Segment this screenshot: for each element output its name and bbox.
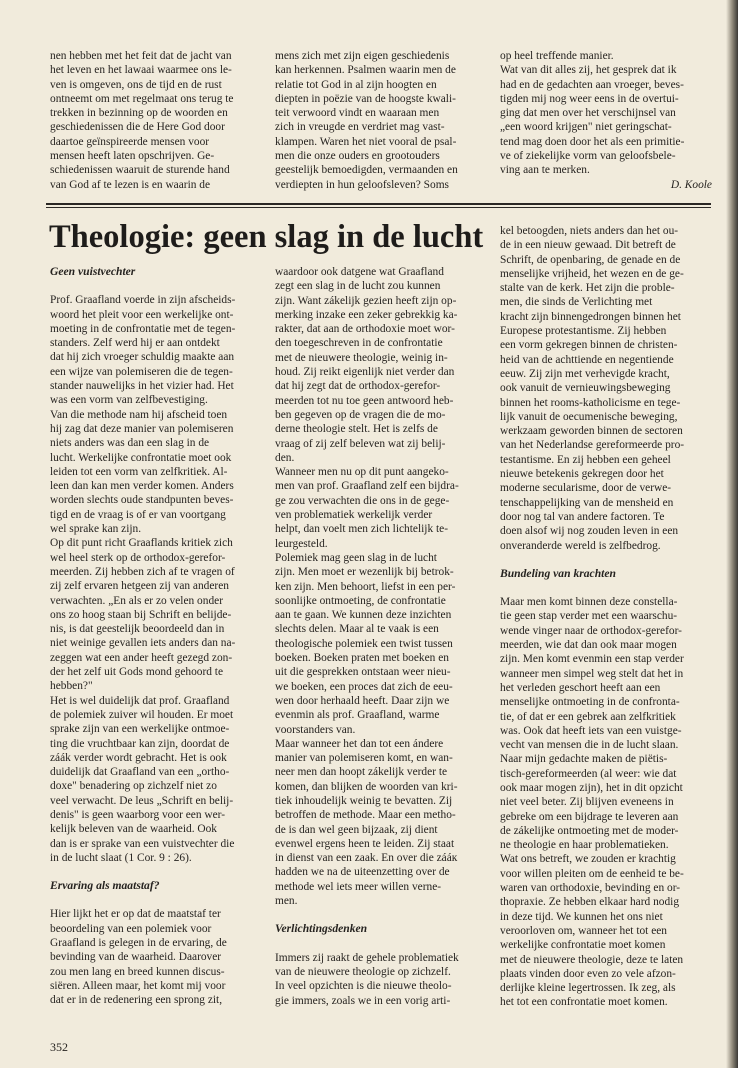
- text-line: ve of ziekelijke vorm van geloofsbele-: [500, 150, 676, 163]
- text-line: tenschappelijking van de mensheid en: [500, 496, 674, 509]
- section-divider-thick: [46, 203, 711, 205]
- text-line: leen dan kan men verder komen. Anders: [50, 480, 234, 493]
- text-line: duidelijk dat Graafland van een „ortho-: [50, 766, 230, 779]
- text-line: we boeken, een proces dat zich de eeu-: [275, 680, 453, 693]
- text-line: Hier lijkt het er op dat de maatstaf ter: [50, 908, 221, 921]
- text-line: leurgesteld.: [275, 537, 328, 550]
- text-line: menselijke vrijheid, het wezen en de ge-: [500, 267, 684, 280]
- text-line: moeting in de confrontatie met de tegen-: [50, 322, 236, 335]
- text-line: den toegeschreven in de confrontatie: [275, 337, 443, 350]
- text-line: Wanneer men nu op dit punt aangeko-: [275, 466, 449, 479]
- text-line: kan herkennen. Psalmen waarin men de: [275, 64, 456, 77]
- text-line: menselijke ontmoeting in de confronta-: [500, 696, 680, 709]
- text-line: tigd en de vraag is of er van voortgang: [50, 508, 226, 521]
- page-number: 352: [50, 1040, 68, 1054]
- text-line: werkzaam geworden binnen de sectoren: [500, 425, 683, 438]
- text-line: stander nauwelijks in het vizier had. Het: [50, 380, 234, 393]
- text-line: verdiepten in hun geloofsleven? Soms: [275, 178, 449, 191]
- text-line: ging dat men over het verschijnsel van: [500, 107, 676, 120]
- text-line: Maar men komt binnen deze constella-: [500, 596, 678, 609]
- text-line: derne theologie stelt. Het is zelfs de: [275, 423, 438, 436]
- text-line: lucht. Werkelijke confrontatie moet ook: [50, 451, 232, 464]
- text-line: vraag of zij zelf beleven wat zij belij-: [275, 437, 446, 450]
- text-line: Naar mijn gedachte maken de piëtis-: [500, 753, 668, 766]
- text-line: niet veel beter. Zij blijven eveneens in: [500, 796, 674, 809]
- text-line: in dienst van een zaak. En over die zááк: [275, 852, 458, 865]
- text-line: wende vinger naar de orthodox-gerefor-: [500, 624, 682, 637]
- text-line: van het Nederlandse gereformeerde pro-: [500, 439, 685, 452]
- section-heading: Geen vuistvechter: [50, 265, 136, 278]
- text-line: gie immers, zoals we in een vorig arti-: [275, 994, 451, 1007]
- text-line: met de nieuwere theologie, weinig in-: [275, 351, 448, 364]
- text-line: van de nieuwere theologie op zichzelf.: [275, 965, 451, 978]
- text-line: houd. Zij reikt eigenlijk niet verder dan: [275, 366, 455, 379]
- paragraph-gap: [500, 553, 712, 567]
- text-line: ons zo hoog staan bij Schrift en belijde-: [50, 608, 232, 621]
- text-line: ook maar mogen zijn), het in dit opzicht: [500, 781, 683, 794]
- text-line: dat hij zich vroeger schuldig maakte aan: [50, 351, 235, 364]
- text-line: veel verwacht. De leus „Schrift en belij-: [50, 794, 234, 807]
- text-line: door nog tal van andere factoren. Te: [500, 510, 665, 523]
- text-line: betroffen de methode. Maar een metho-: [275, 809, 456, 822]
- paragraph-gap: [275, 937, 497, 951]
- text-line: voorstanders van.: [275, 723, 356, 736]
- top-column-1: [50, 49, 272, 192]
- text-line: kel betoogden, niets anders dan het ou-: [500, 225, 679, 237]
- text-line: aan te gaan. We kunnen deze inzichten: [275, 609, 452, 622]
- text-line: eeuw. Zij zijn met verhevigde kracht,: [500, 367, 670, 380]
- text-line: ven problematiek werkelijk verder: [275, 509, 433, 522]
- text-line: meerden, wie dat dan ook maar mogen: [500, 639, 677, 652]
- text-line: men van prof. Graafland zelf een bijdra-: [275, 480, 459, 493]
- text-line: op heel treffende manier.: [500, 50, 614, 62]
- text-line: kracht zijn binnengedrongen binnen het: [500, 310, 681, 323]
- text-line: geestelijk bemoedigden, vermaanden en: [275, 164, 458, 177]
- top-column-3: [500, 49, 712, 192]
- text-line: vecht van mensen die in de lucht slaan.: [500, 739, 679, 752]
- text-line: tigden mij nog weer eens in de overtui-: [500, 92, 679, 105]
- text-line: het verleden geschort heeft aan een: [500, 681, 661, 694]
- text-line: ven is omgeven, ons de tijd en de rust: [50, 78, 222, 91]
- text-line: men die onze ouders en grootouders: [275, 150, 440, 163]
- text-line: in de lucht slaat (1 Cor. 9 : 26).: [50, 851, 192, 864]
- text-line: meerden. Zij hebben zich af te vragen of: [50, 565, 235, 578]
- text-line: manier van polemiseren komt, en wan-: [275, 752, 453, 765]
- text-line: nis, is dat geestelijk beoordeeld dan in: [50, 623, 225, 636]
- text-line: zou men lang en breed kunnen discus-: [50, 965, 225, 978]
- article-column-1: [50, 265, 272, 1008]
- text-line: lijk vanuit de oecumenische beweging,: [500, 410, 678, 423]
- text-line: van God af te lezen is en waarin de: [50, 178, 211, 191]
- text-line: testantisme. En zij hebben een geheel: [500, 453, 671, 466]
- text-line: dan is er sprake van een vuistvechter die: [50, 837, 235, 850]
- text-line: mens zich met zijn eigen geschiedenis: [275, 50, 450, 62]
- text-line: den.: [275, 451, 295, 464]
- section-heading: Ervaring als maatstaf?: [50, 879, 160, 893]
- text-line: Schrift, de openbaring, de genade en de: [500, 253, 681, 266]
- text-line: záák verder wordt gebracht. Het is ook: [50, 751, 227, 764]
- text-line: ontneemt om met regelmaat ons terug te: [50, 92, 234, 105]
- text-line: „een woord krijgen" niet geringschat-: [500, 121, 672, 134]
- text-line: veroorloven om, wanneer het tot een: [500, 924, 667, 937]
- text-line: de in een nieuw gewaad. Dit betreft de: [500, 239, 676, 252]
- text-line: de is dan wel geen bijzaak, zij dient: [275, 823, 438, 836]
- text-line: Polemiek mag geen slag in de lucht: [275, 551, 437, 564]
- text-line: niet weinige gevallen iets anders dan na-: [50, 637, 236, 650]
- article-title: Theologie: geen slag in de lucht: [49, 219, 484, 255]
- text-line: uit die gesprekken ontstaan weer nieu-: [275, 666, 451, 679]
- text-line: doxe" benadering op zichzelf niet zo: [50, 780, 217, 793]
- text-line: thopraxie. Ze hebben elkaar hard nodig: [500, 896, 680, 909]
- text-line: nen hebben met het feit dat de jacht van: [50, 50, 232, 62]
- text-line: doen alsof wij nog zouden leven in een: [500, 525, 679, 538]
- text-line: Graafland is gelegen in de ervaring, de: [50, 937, 227, 950]
- text-line: wanneer men simpel weg stelt dat het in: [500, 667, 684, 680]
- text-line: ving aan te merken.: [500, 164, 590, 177]
- text-line: trekken in bezinning op de woorden en: [50, 107, 228, 120]
- text-line: geschiedenissen die de Here God door: [50, 121, 225, 134]
- text-line: Maar wanneer het dan tot een ándere: [275, 737, 444, 750]
- text-line: gebreke om een bijdrage te leveren aan: [500, 810, 679, 823]
- text-line: de polemiek zuiver wil houden. Er moet: [50, 708, 234, 721]
- text-line: evenwel ergens heen te leiden. Zij staat: [275, 837, 455, 850]
- text-line: zijn. Want zákelijk gezien heeft zijn op-: [275, 294, 457, 307]
- text-line: ook vanuit de vernieuwingsbeweging: [500, 382, 671, 395]
- text-line: met de nieuwere theologie, deze te laten: [500, 953, 684, 966]
- text-line: dat hij zegt dat de orthodox-gerefor-: [275, 380, 441, 393]
- text-line: waren van orthodoxie, bevinding en or-: [500, 882, 681, 895]
- text-line: zeggen wat een ander heeft gezegd zon-: [50, 651, 233, 664]
- text-line: hadden we na de uiteenzetting over de: [275, 866, 450, 879]
- text-line: Op dit punt richt Graaflands kritiek zich: [50, 537, 233, 550]
- text-line: daartoe geïnspireerde mensen voor: [50, 135, 210, 148]
- text-line: teit verwoord vindt en waaraan men: [275, 107, 440, 120]
- text-line: tisch-gereformeerden (al weer: wie dat: [500, 767, 677, 780]
- text-line: woord het pleit voor een werkelijke ont-: [50, 308, 234, 321]
- text-line: zegt een slag in de lucht zou kunnen: [275, 280, 441, 293]
- text-line: waardoor ook datgene wat Graafland: [275, 266, 444, 278]
- text-line: onveranderde wereld is zelfbedrog.: [500, 539, 661, 552]
- text-line: nieuwe betekenis gekregen door het: [500, 468, 664, 481]
- text-line: Immers zij raakt de gehele problematiek: [275, 951, 459, 964]
- text-line: verwachten. „En als er zo velen onder: [50, 594, 223, 607]
- paragraph-gap: [275, 908, 497, 922]
- text-line: moderne secularisme, door de verwe-: [500, 482, 672, 495]
- text-line: helpt, dan voelt men zich lichtelijk te-: [275, 523, 449, 536]
- paragraph-gap: [500, 581, 712, 595]
- scan-edge-shadow: [726, 0, 738, 1068]
- text-line: hebben?": [50, 680, 93, 693]
- text-line: Van die methode nam hij afscheid toen: [50, 408, 228, 421]
- text-line: ben gegeven op de vragen die de mo-: [275, 408, 446, 421]
- text-line: binnen het rooms-katholicisme en tege-: [500, 396, 681, 409]
- text-line: was een vorm van zelfbevestiging.: [50, 394, 208, 407]
- text-line: klampen. Waren het niet vooral de psal-: [275, 135, 457, 148]
- author-signature: D. Koole: [670, 178, 712, 191]
- text-line: men, die sinds de Verlichting met: [500, 296, 653, 309]
- text-line: tend mag doen door het als een primitie-: [500, 135, 685, 148]
- text-line: neer men dan hoopt zákelijk verder te: [275, 766, 448, 779]
- text-line: een wijze van polemiseren die de tegen-: [50, 365, 233, 378]
- text-line: relatie tot God in al zijn hoogten en: [275, 78, 437, 91]
- article-column-2: [275, 265, 497, 1008]
- text-line: soonlijke ontmoeting, de confrontatie: [275, 594, 446, 607]
- text-line: dat er in de redenering een sprong zit,: [50, 994, 223, 1007]
- text-line: bevinding van de waarheid. Daarover: [50, 951, 222, 964]
- text-line: ne theologie en haar problematieken.: [500, 839, 669, 852]
- text-line: der het zelf uit Gods mond gehoord te: [50, 666, 224, 679]
- paragraph-gap: [50, 893, 272, 907]
- text-line: siëren. Alleen maar, het komt mij voor: [50, 979, 226, 992]
- text-line: meerden tot nu toe geen antwoord heb-: [275, 394, 454, 407]
- paragraph-gap: [50, 865, 272, 879]
- text-line: leiden tot een vorm van zelfkritiek. Al-: [50, 465, 228, 478]
- text-line: het leven en het lawaai waarmee ons le-: [50, 64, 232, 77]
- text-line: men.: [275, 895, 298, 908]
- text-line: beoordeling van een polemiek voor: [50, 922, 212, 935]
- text-line: een vorm gekregen binnen de christen-: [500, 339, 678, 352]
- text-line: hij zag dat deze manier van polemiseren: [50, 422, 234, 435]
- text-line: had en de gedachten aan vroeger, beves-: [500, 78, 684, 91]
- text-line: ge zou verwachten die ons in de gege-: [275, 494, 450, 507]
- paragraph-gap: [50, 279, 272, 293]
- text-line: plaats vinden door even zo vele afzon-: [500, 967, 676, 980]
- text-line: derlijke kleine legertrossen. Ik zeg, als: [500, 982, 676, 995]
- text-line: Europese protestantisme. Zij hebben: [500, 325, 667, 338]
- text-line: voor willen pleiten om de eenheid te be-: [500, 867, 684, 880]
- text-line: ken zijn. Men behoort, liefst in een per-: [275, 580, 456, 593]
- text-line: zich in vreugde en verdriet mag vast-: [275, 121, 445, 134]
- text-line: komen, dan blijken de woorden van kri-: [275, 780, 458, 793]
- text-line: slechts delen. Maar al te vaak is een: [275, 623, 439, 636]
- text-line: denis" is geen waarborg voor een wer-: [50, 808, 226, 821]
- text-line: in deze tijd. We kunnen het ons niet: [500, 910, 663, 923]
- text-line: standers. Zelf werd hij er aan ontdekt: [50, 337, 220, 350]
- text-line: Wat van dit alles zij, het gesprek dat ik: [500, 64, 677, 77]
- text-line: methode wel iets meer willen verne-: [275, 880, 442, 893]
- text-line: wel sprake kan zijn.: [50, 523, 142, 536]
- text-line: ting die vruchtbaar kan zijn, doordat de: [50, 737, 230, 750]
- text-line: mensen heeft laten opschrijven. Ge-: [50, 150, 215, 163]
- section-heading: Bundeling van krachten: [500, 566, 616, 580]
- article-column-3: [500, 224, 712, 1010]
- text-line: boeken. Boeken praten met boeken en: [275, 652, 449, 665]
- text-line: In veel opzichten is die nieuwe theolo-: [275, 980, 452, 993]
- text-line: worden slechts oude standpunten beves-: [50, 494, 234, 507]
- text-line: zijn. Men moet er wezenlijk bij betrok-: [275, 566, 454, 579]
- text-line: tiek inhoudelijk weinig te bevatten. Zij: [275, 794, 453, 807]
- text-line: diepten in poëzie van de hoogste kwali-: [275, 92, 456, 105]
- text-line: Wat ons betreft, we zouden er krachtig: [500, 853, 676, 866]
- text-line: tie, of dat er een gebrek aan zelfkritiek: [500, 710, 676, 723]
- text-line: wen door herhaald heeft. Daar zijn we: [275, 694, 450, 707]
- text-line: tie geen stap verder met een waarschu-: [500, 610, 678, 623]
- text-line: niets anders was dan een slag in de: [50, 437, 210, 450]
- text-line: zijn. Men komt evenmin een stap verder: [500, 653, 684, 666]
- text-line: sprake zijn van een werkelijke ontmoe-: [50, 723, 230, 736]
- text-line: de zákelijke ontmoeting met de moder-: [500, 824, 679, 837]
- text-line: werkelijke confrontatie moet komen: [500, 939, 666, 952]
- text-line: merking inzake een zeker gebrekkig ka-: [275, 308, 458, 321]
- text-line: zij zelf ervaren hetgeen zij van anderen: [50, 580, 229, 593]
- text-line: theologische polemiek een twist tussen: [275, 637, 453, 650]
- text-line: stalte van de kerk. Het zijn die proble-: [500, 282, 675, 295]
- section-divider-thin: [46, 207, 711, 208]
- text-line: kelijk beleven van de waarheid. Ook: [50, 823, 217, 836]
- text-line: was. Ook dat heeft iets van een vuistge-: [500, 724, 682, 737]
- text-line: wel heel sterk op de orthodox-gerefor-: [50, 551, 226, 564]
- text-line: schiedenissen waaruit de sturende hand: [50, 164, 230, 177]
- text-line: het tot een confrontatie moet komen.: [500, 996, 668, 1009]
- text-line: evenmin als prof. Graafland, warme: [275, 709, 440, 722]
- text-line: Het is wel duidelijk dat prof. Graafland: [50, 694, 230, 707]
- text-line: Prof. Graafland voerde in zijn afscheids-: [50, 294, 236, 307]
- section-heading: Verlichtingsdenken: [275, 922, 368, 936]
- text-line: rakter, dat aan de orthodoxie moet wor-: [275, 323, 455, 336]
- text-line: heid van de achttiende en negentiende: [500, 353, 674, 366]
- top-column-2: [275, 49, 497, 192]
